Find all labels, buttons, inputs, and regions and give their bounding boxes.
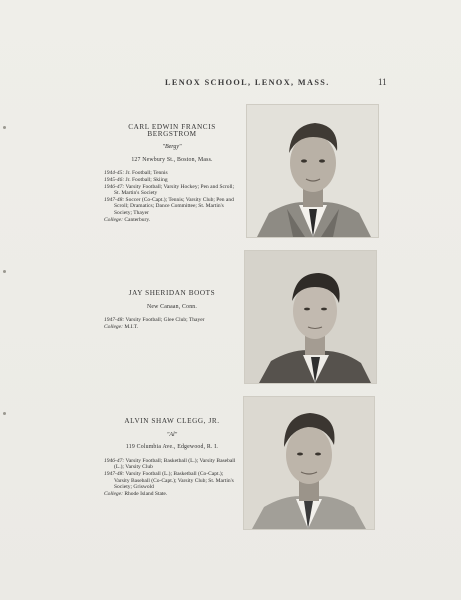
college-line: College: Canterbury. <box>104 216 151 223</box>
student-address: New Canaan, Conn. <box>146 303 198 310</box>
portrait-photo-clegg <box>243 396 375 530</box>
student-name: JAY SHERIDAN BOOTS <box>128 289 216 297</box>
activity-line: 1947-48: Varsity Football; Glee Club; Thayer <box>104 317 205 324</box>
activity-line: 1944-45: Jr. Football; Tennis <box>104 170 168 177</box>
activity-line: 1946-47: Varsity Football; Varsity Hockey; Pen and Scroll; St. Martin's Society <box>104 183 235 197</box>
binding-hole-mark <box>3 412 6 415</box>
activity-line: 1947-48: Varsity Football (L.); Basketball (Co-Capt.); Varsity Baseball (Co-Capt.); Varsity Club; St. Martin's Society; Griswold <box>104 470 234 491</box>
student-name: ALVIN SHAW CLEGG, JR. <box>124 417 220 425</box>
student-name: CARL EDWIN FRANCIS BERGSTROM <box>128 123 216 138</box>
college-line: College: Rhode Island State. <box>104 490 168 497</box>
college-line: College: M.I.T. <box>104 323 139 330</box>
activity-line: 1946-47: Varsity Football; Basketball (L.); Varsity Baseball (L.); Varsity Club <box>104 457 236 471</box>
student-entry-bergstrom <box>104 124 240 223</box>
student-entry-boots <box>104 290 240 330</box>
student-entry-clegg <box>104 418 240 497</box>
binding-hole-mark <box>3 270 6 273</box>
binding-hole-mark <box>3 126 6 129</box>
student-address: 127 Newbury St., Boston, Mass. <box>131 156 213 163</box>
activity-line: 1947-48: Soccer (Co-Capt.); Tennis; Varsity Club; Pen and Scroll; Dramatics; Dance Committee; St. Martin's Society; Thayer <box>104 196 234 216</box>
portrait-photo-bergstrom <box>246 104 379 238</box>
activity-line: 1945-46: Jr. Football; Skiing <box>104 176 168 183</box>
page-number: 11 <box>378 77 387 87</box>
portrait-photo-boots <box>244 250 377 384</box>
student-nickname: "Bergy" <box>162 144 182 151</box>
running-head: LENOX SCHOOL, LENOX, MASS. <box>165 78 330 87</box>
student-nickname: "Al" <box>166 431 178 438</box>
student-address: 119 Columbia Ave., Edgewood, R. I. <box>125 444 219 451</box>
